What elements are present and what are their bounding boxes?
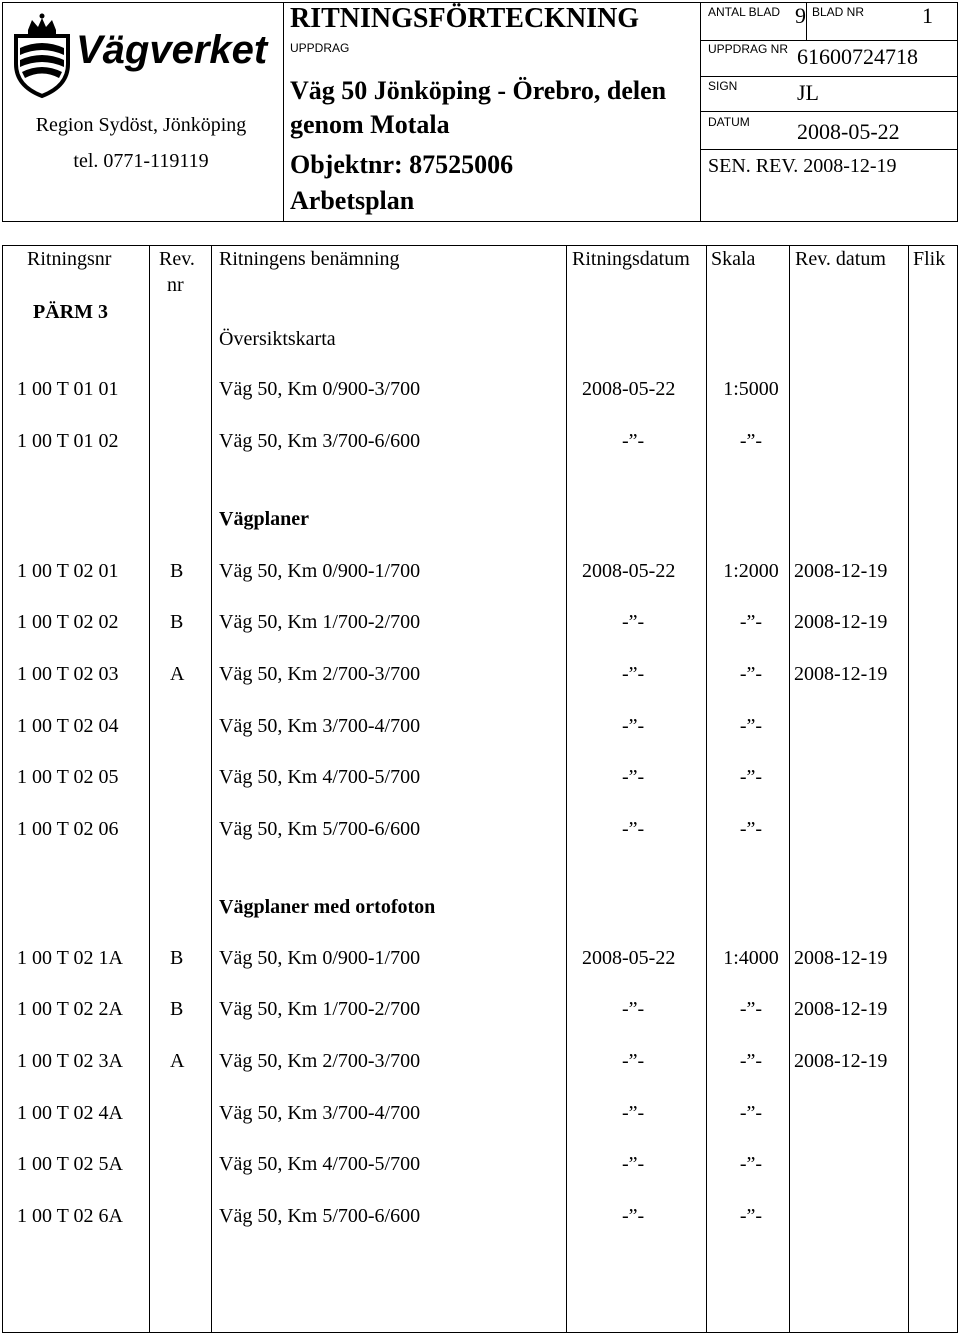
divider [700,149,957,150]
rev-datum-cell: 2008-12-19 [794,947,888,969]
blad-nr-label: BLAD NR [812,5,865,19]
ritningsdatum-cell: -”- [622,818,645,840]
table-row [0,1205,960,1235]
ritningsnr-cell: 1 00 T 02 4A [17,1102,123,1124]
benamning-cell: Väg 50, Km 0/900-1/700 [219,560,421,582]
benamning-cell: Väg 50, Km 3/700-4/700 [219,1102,421,1124]
ritningsdatum-cell: -”- [622,1205,645,1227]
rev-cell: B [170,611,184,633]
benamning-cell: Väg 50, Km 4/700-5/700 [219,1153,421,1175]
skala-cell: -”- [739,1205,763,1227]
col-header-skala: Skala [711,248,756,270]
ritningsnr-cell: 1 00 T 02 06 [17,818,119,840]
skala-cell: -”- [739,663,763,685]
ritningsdatum-cell: -”- [622,1050,645,1072]
col-header-ritningsnr: Ritningsnr [27,248,112,270]
rev-datum-cell: 2008-12-19 [794,611,888,633]
ritningsnr-cell: 1 00 T 02 1A [17,947,123,969]
ritningsnr-cell: 1 00 T 02 02 [17,611,119,633]
ritningsnr-cell: 1 00 T 02 5A [17,1153,123,1175]
skala-cell: 1:4000 [723,947,779,969]
section-title: Vägplaner med ortofoton [219,896,436,918]
table-row [0,715,960,745]
table-row [0,1153,960,1183]
divider [700,111,957,112]
benamning-cell: Väg 50, Km 1/700-2/700 [219,611,421,633]
table-row [0,947,960,977]
ritningsdatum-cell: -”- [622,998,645,1020]
sign-value: JL [797,80,819,105]
parm-label: PÄRM 3 [33,301,108,323]
table-row [0,1050,960,1080]
ritningsnr-cell: 1 00 T 02 03 [17,663,119,685]
table-row [0,430,960,460]
col-header-rev-nr: Rev. [159,248,195,270]
uppdrag-line-1: Väg 50 Jönköping - Örebro, delen [290,76,667,105]
col-header-rev-nr-2: nr [167,274,184,296]
benamning-cell: Väg 50, Km 3/700-4/700 [219,715,421,737]
col-header-benamning: Ritningens benämning [219,248,400,270]
table-row [0,663,960,693]
skala-cell: 1:2000 [723,560,779,582]
skala-cell: -”- [739,1102,763,1124]
skala-cell: -”- [739,611,763,633]
table-row [0,378,960,408]
rev-datum-cell: 2008-12-19 [794,663,888,685]
rev-cell: B [170,998,184,1020]
ritningsdatum-cell: -”- [622,1102,645,1124]
divider [700,3,701,221]
document-title: RITNINGSFÖRTECKNING [290,3,640,34]
skala-cell: -”- [739,998,763,1020]
senaste-revision: SEN. REV. 2008-12-19 [708,155,897,177]
ritningsdatum-cell: -”- [622,611,645,633]
ritningsdatum-cell: 2008-05-22 [582,560,676,582]
rev-cell: B [170,947,184,969]
antal-blad-value: 9 [795,3,806,28]
section-title: Vägplaner [219,508,309,530]
region-name: Region Sydöst, Jönköping [35,114,247,136]
divider [700,76,957,77]
section-title: Översiktskarta [219,328,336,350]
benamning-cell: Väg 50, Km 4/700-5/700 [219,766,421,788]
datum-label: DATUM [708,115,750,129]
ritningsdatum-cell: -”- [622,1153,645,1175]
table-row [0,998,960,1028]
rev-cell: A [170,663,185,685]
skala-cell: -”- [739,715,763,737]
uppdrag-nr-label: UPPDRAG NR [708,42,789,56]
rev-datum-cell: 2008-12-19 [794,1050,888,1072]
divider [283,3,284,221]
ritningsnr-cell: 1 00 T 01 02 [17,430,119,452]
table-row [0,818,960,848]
benamning-cell: Väg 50, Km 2/700-3/700 [219,663,421,685]
col-header-ritningsdatum: Ritningsdatum [572,248,690,270]
ritningsnr-cell: 1 00 T 02 04 [17,715,119,737]
uppdrag-nr-value: 61600724718 [797,44,918,69]
logo-wordmark: Vägverket [76,28,268,72]
ritningsnr-cell: 1 00 T 02 3A [17,1050,123,1072]
rev-cell: B [170,560,184,582]
rev-datum-cell: 2008-12-19 [794,560,888,582]
ritningsnr-cell: 1 00 T 01 01 [17,378,119,400]
ritningsdatum-cell: -”- [622,430,645,452]
benamning-cell: Väg 50, Km 1/700-2/700 [219,998,421,1020]
sign-label: SIGN [708,79,738,93]
ritningsnr-cell: 1 00 T 02 2A [17,998,123,1020]
ritningsdatum-cell: 2008-05-22 [582,378,676,400]
benamning-cell: Väg 50, Km 5/700-6/600 [219,818,421,840]
ritningsnr-cell: 1 00 T 02 05 [17,766,119,788]
benamning-cell: Väg 50, Km 3/700-6/600 [219,430,421,452]
col-header-rev-datum: Rev. datum [795,248,886,270]
vagverket-logo [10,8,272,108]
plan-type: Arbetsplan [290,186,415,215]
benamning-cell: Väg 50, Km 5/700-6/600 [219,1205,421,1227]
datum-value: 2008-05-22 [797,119,900,144]
ritningsdatum-cell: -”- [622,766,645,788]
table-row [0,560,960,590]
ritningsnr-cell: 1 00 T 02 01 [17,560,119,582]
skala-cell: -”- [739,1153,763,1175]
skala-cell: -”- [739,818,763,840]
table-row [0,1102,960,1132]
rev-datum-cell: 2008-12-19 [794,998,888,1020]
rev-cell: A [170,1050,185,1072]
col-header-flik: Flik [913,248,946,270]
table-row [0,611,960,641]
phone-number: tel. 0771-119119 [73,150,209,172]
table-row [0,766,960,796]
uppdrag-label: UPPDRAG [290,41,350,55]
objektnr: Objektnr: 87525006 [290,150,514,179]
ritningsnr-cell: 1 00 T 02 6A [17,1205,123,1227]
ritningsdatum-cell: 2008-05-22 [582,947,676,969]
ritningsdatum-cell: -”- [622,663,645,685]
skala-cell: -”- [739,1050,763,1072]
uppdrag-line-2: genom Motala [290,110,450,139]
divider [700,40,957,41]
skala-cell: -”- [739,766,763,788]
benamning-cell: Väg 50, Km 2/700-3/700 [219,1050,421,1072]
blad-nr-value: 1 [922,3,933,28]
skala-cell: 1:5000 [723,378,779,400]
divider [806,3,807,40]
benamning-cell: Väg 50, Km 0/900-3/700 [219,378,421,400]
ritningsdatum-cell: -”- [622,715,645,737]
antal-blad-label: ANTAL BLAD [708,5,781,19]
benamning-cell: Väg 50, Km 0/900-1/700 [219,947,421,969]
skala-cell: -”- [739,430,763,452]
